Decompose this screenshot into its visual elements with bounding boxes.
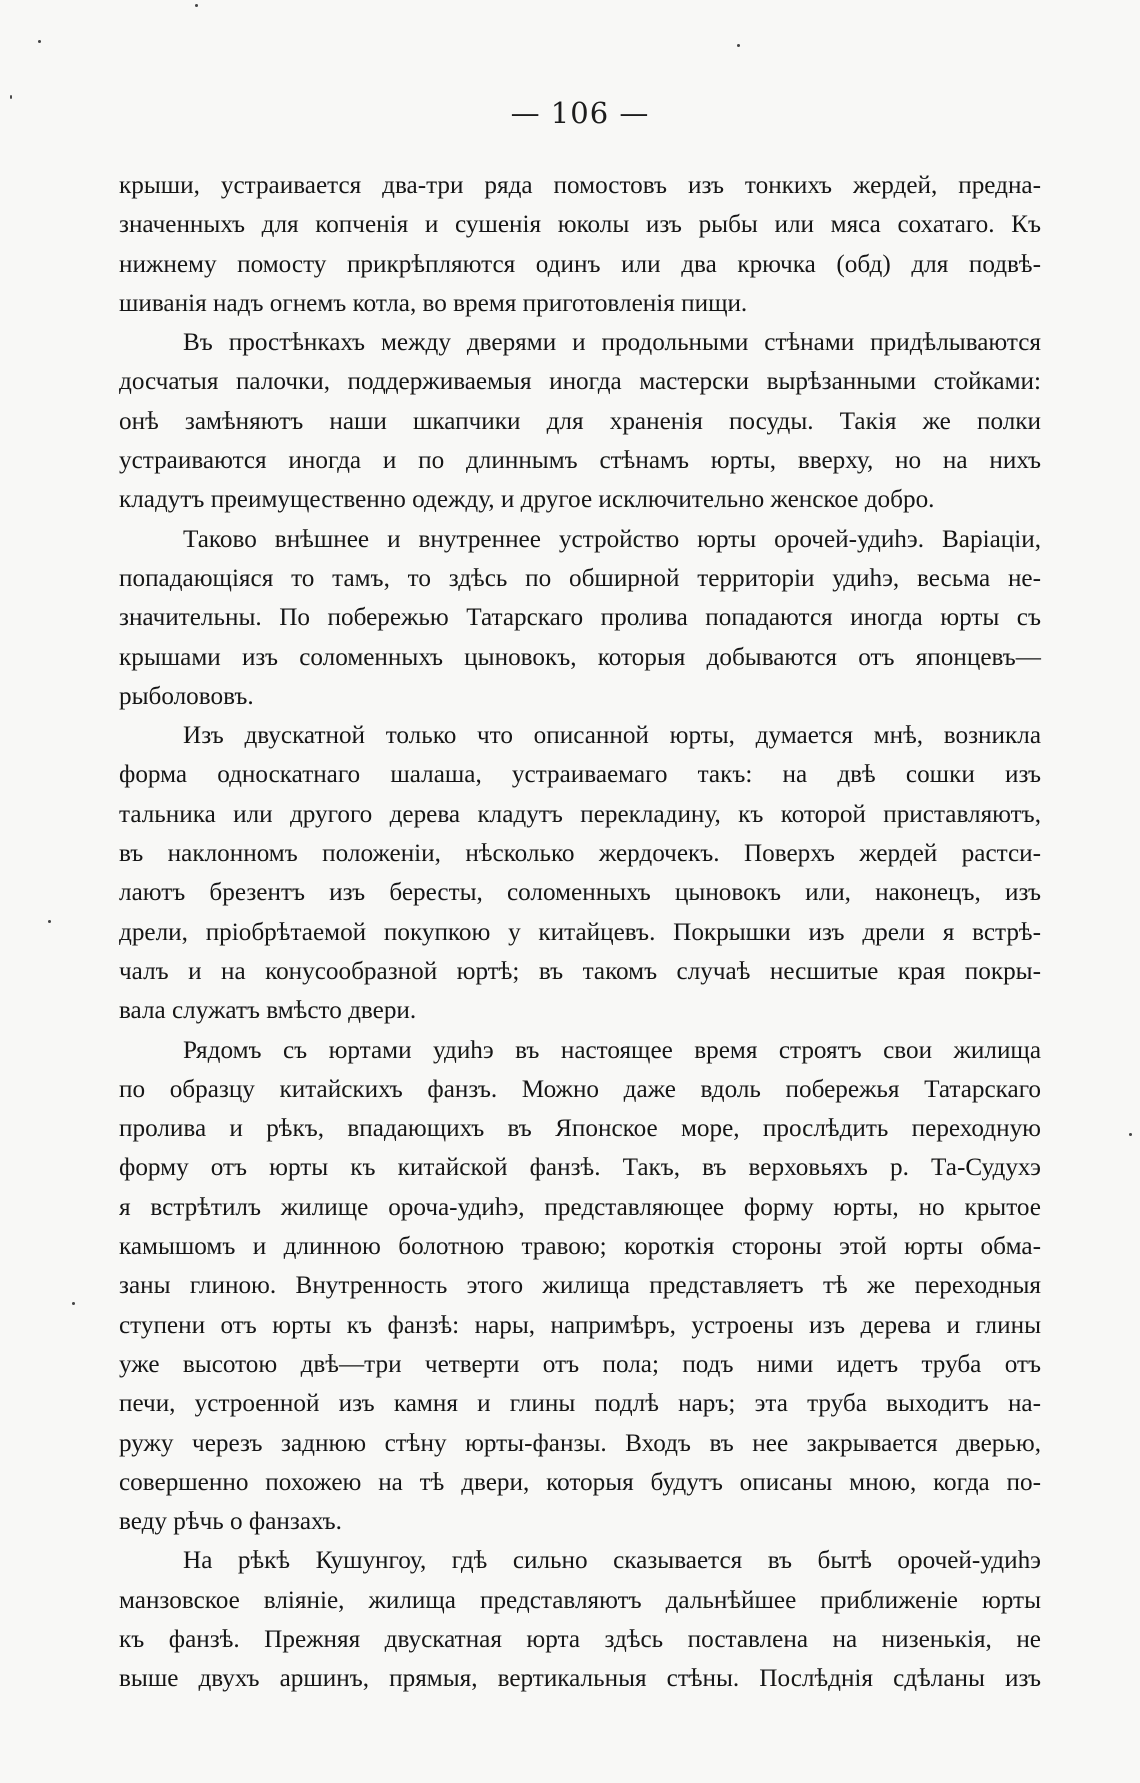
paragraph	[119, 716, 1041, 1030]
text-line: устраиваются иногда и по длиннымъ стѣнамъ юрты, вверху, но на нихъ	[119, 447, 1041, 475]
print-speck	[195, 4, 198, 7]
text-line: чалъ и на конусообразной юртѣ; въ такомъ случаѣ несшитые края покры-	[119, 957, 1041, 985]
text-line: веду рѣчь о фанзахъ.	[119, 1508, 342, 1536]
text-line: пролива и рѣкъ, впадающихъ въ Японское море, прослѣдить переходную	[119, 1115, 1041, 1143]
text-line: совершенно похожею на тѣ двери, которыя будутъ описаны мною, когда по-	[119, 1468, 1041, 1496]
text-line: къ фанзѣ. Прежняя двускатная юрта здѣсь поставлена на низенькія, не	[119, 1625, 1041, 1653]
text-line: дрели, пріобрѣтаемой покупкою у китайцевъ. Покрышки изъ дрели я встрѣ-	[119, 918, 1041, 946]
text-line: кладутъ преимущественно одежду, и другое исключительно женское добро.	[119, 486, 935, 514]
paragraph	[119, 1541, 1041, 1698]
body-text	[119, 166, 1041, 1699]
text-line: камышомъ и длинною болотною травою; короткія стороны этой юрты обма-	[119, 1233, 1041, 1261]
text-line: форма односкатнаго шалаша, устраиваемаго такъ: на двѣ сошки изъ	[119, 761, 1041, 789]
paragraph	[119, 323, 1041, 519]
text-line: уже высотою двѣ—три четверти отъ пола; подъ ними идетъ труба отъ	[119, 1350, 1041, 1378]
text-line: заны глиною. Внутренность этого жилища представляетъ тѣ же переходныя	[119, 1272, 1041, 1300]
text-line: форму отъ юрты къ китайской фанзѣ. Такъ, въ верховьяхъ р. Та-Судухэ	[119, 1154, 1041, 1182]
text-line: крыши, устраивается два-три ряда помостовъ изъ тонкихъ жердей, предна-	[119, 172, 1041, 199]
print-speck	[1129, 1133, 1132, 1136]
text-line: я встрѣтилъ жилище ороча-удиhэ, представляющее форму юрты, но крытое	[119, 1193, 1041, 1221]
print-speck	[737, 44, 740, 47]
paragraph	[119, 1031, 1041, 1542]
text-line: по образцу китайскихъ фанзъ. Можно даже вдоль побережья Татарскаго	[119, 1075, 1041, 1103]
text-line: досчатыя палочки, поддерживаемыя иногда мастерски вырѣзанными стойками:	[119, 368, 1041, 396]
text-line: Таково внѣшнее и внутреннее устройство юрты орочей-удиhэ. Варіаціи,	[183, 525, 1041, 553]
text-line: значенныхъ для копченія и сушенія юколы изъ рыбы или мяса сохатаго. Къ	[119, 211, 1041, 239]
text-line: выше двухъ аршинъ, прямыя, вертикальныя стѣны. Послѣднія сдѣланы изъ	[119, 1665, 1041, 1693]
print-speck	[38, 40, 41, 43]
text-line: вала служатъ вмѣсто двери.	[119, 997, 417, 1025]
text-line: Въ простѣнкахъ между дверями и продольными стѣнами придѣлываются	[183, 329, 1041, 357]
print-speck	[72, 1302, 75, 1305]
text-line: рыболововъ.	[119, 682, 254, 710]
text-line: попадающіяся то тамъ, то здѣсь по обширной территоріи удиhэ, весьма не-	[119, 564, 1041, 592]
text-line: манзовское вліяніе, жилища представляютъ дальнѣйшее приближеніе юрты	[119, 1586, 1041, 1614]
text-line: На рѣкѣ Кушунгоу, гдѣ сильно сказывается въ бытѣ орочей-удиhэ	[183, 1547, 1041, 1575]
text-line: Изъ двускатной только что описанной юрты, думается мнѣ, возникла	[183, 722, 1041, 750]
text-line: шиванія надъ огнемъ котла, во время приготовленія пищи.	[119, 289, 748, 317]
text-line: лаютъ брезентъ изъ бересты, соломенныхъ цыновокъ или, наконецъ, изъ	[119, 879, 1041, 907]
text-line: значительны. По побережью Татарскаго пролива попадаются иногда юрты съ	[119, 604, 1041, 632]
page-number: — 106 —	[510, 96, 650, 130]
text-line: онѣ замѣняютъ наши шкапчики для храненія посуды. Такія же полки	[119, 407, 1041, 435]
text-line: Рядомъ съ юртами удиhэ въ настоящее время строятъ свои жилища	[183, 1036, 1041, 1064]
text-line: крышами изъ соломенныхъ цыновокъ, которыя добываются отъ японцевъ—	[119, 643, 1041, 671]
text-line: печи, устроенной изъ камня и глины подлѣ наръ; эта труба выходитъ на-	[119, 1390, 1041, 1418]
paragraph	[119, 166, 1041, 323]
print-speck	[48, 920, 51, 923]
text-line: тальника или другого дерева кладутъ перекладину, къ которой приставляютъ,	[119, 800, 1041, 828]
text-line: ступени отъ юрты къ фанзѣ: нары, напримѣръ, устроены изъ дерева и глины	[119, 1311, 1041, 1339]
paragraph	[119, 520, 1041, 716]
text-line: въ наклонномъ положеніи, нѣсколько жердочекъ. Поверхъ жердей растси-	[119, 840, 1041, 868]
text-line: ружу черезъ заднюю стѣну юрты-фанзы. Входъ въ нее закрывается дверью,	[119, 1429, 1041, 1457]
text-line: нижнему помосту прикрѣпляются одинъ или два крючка (обд) для подвѣ-	[119, 250, 1041, 278]
